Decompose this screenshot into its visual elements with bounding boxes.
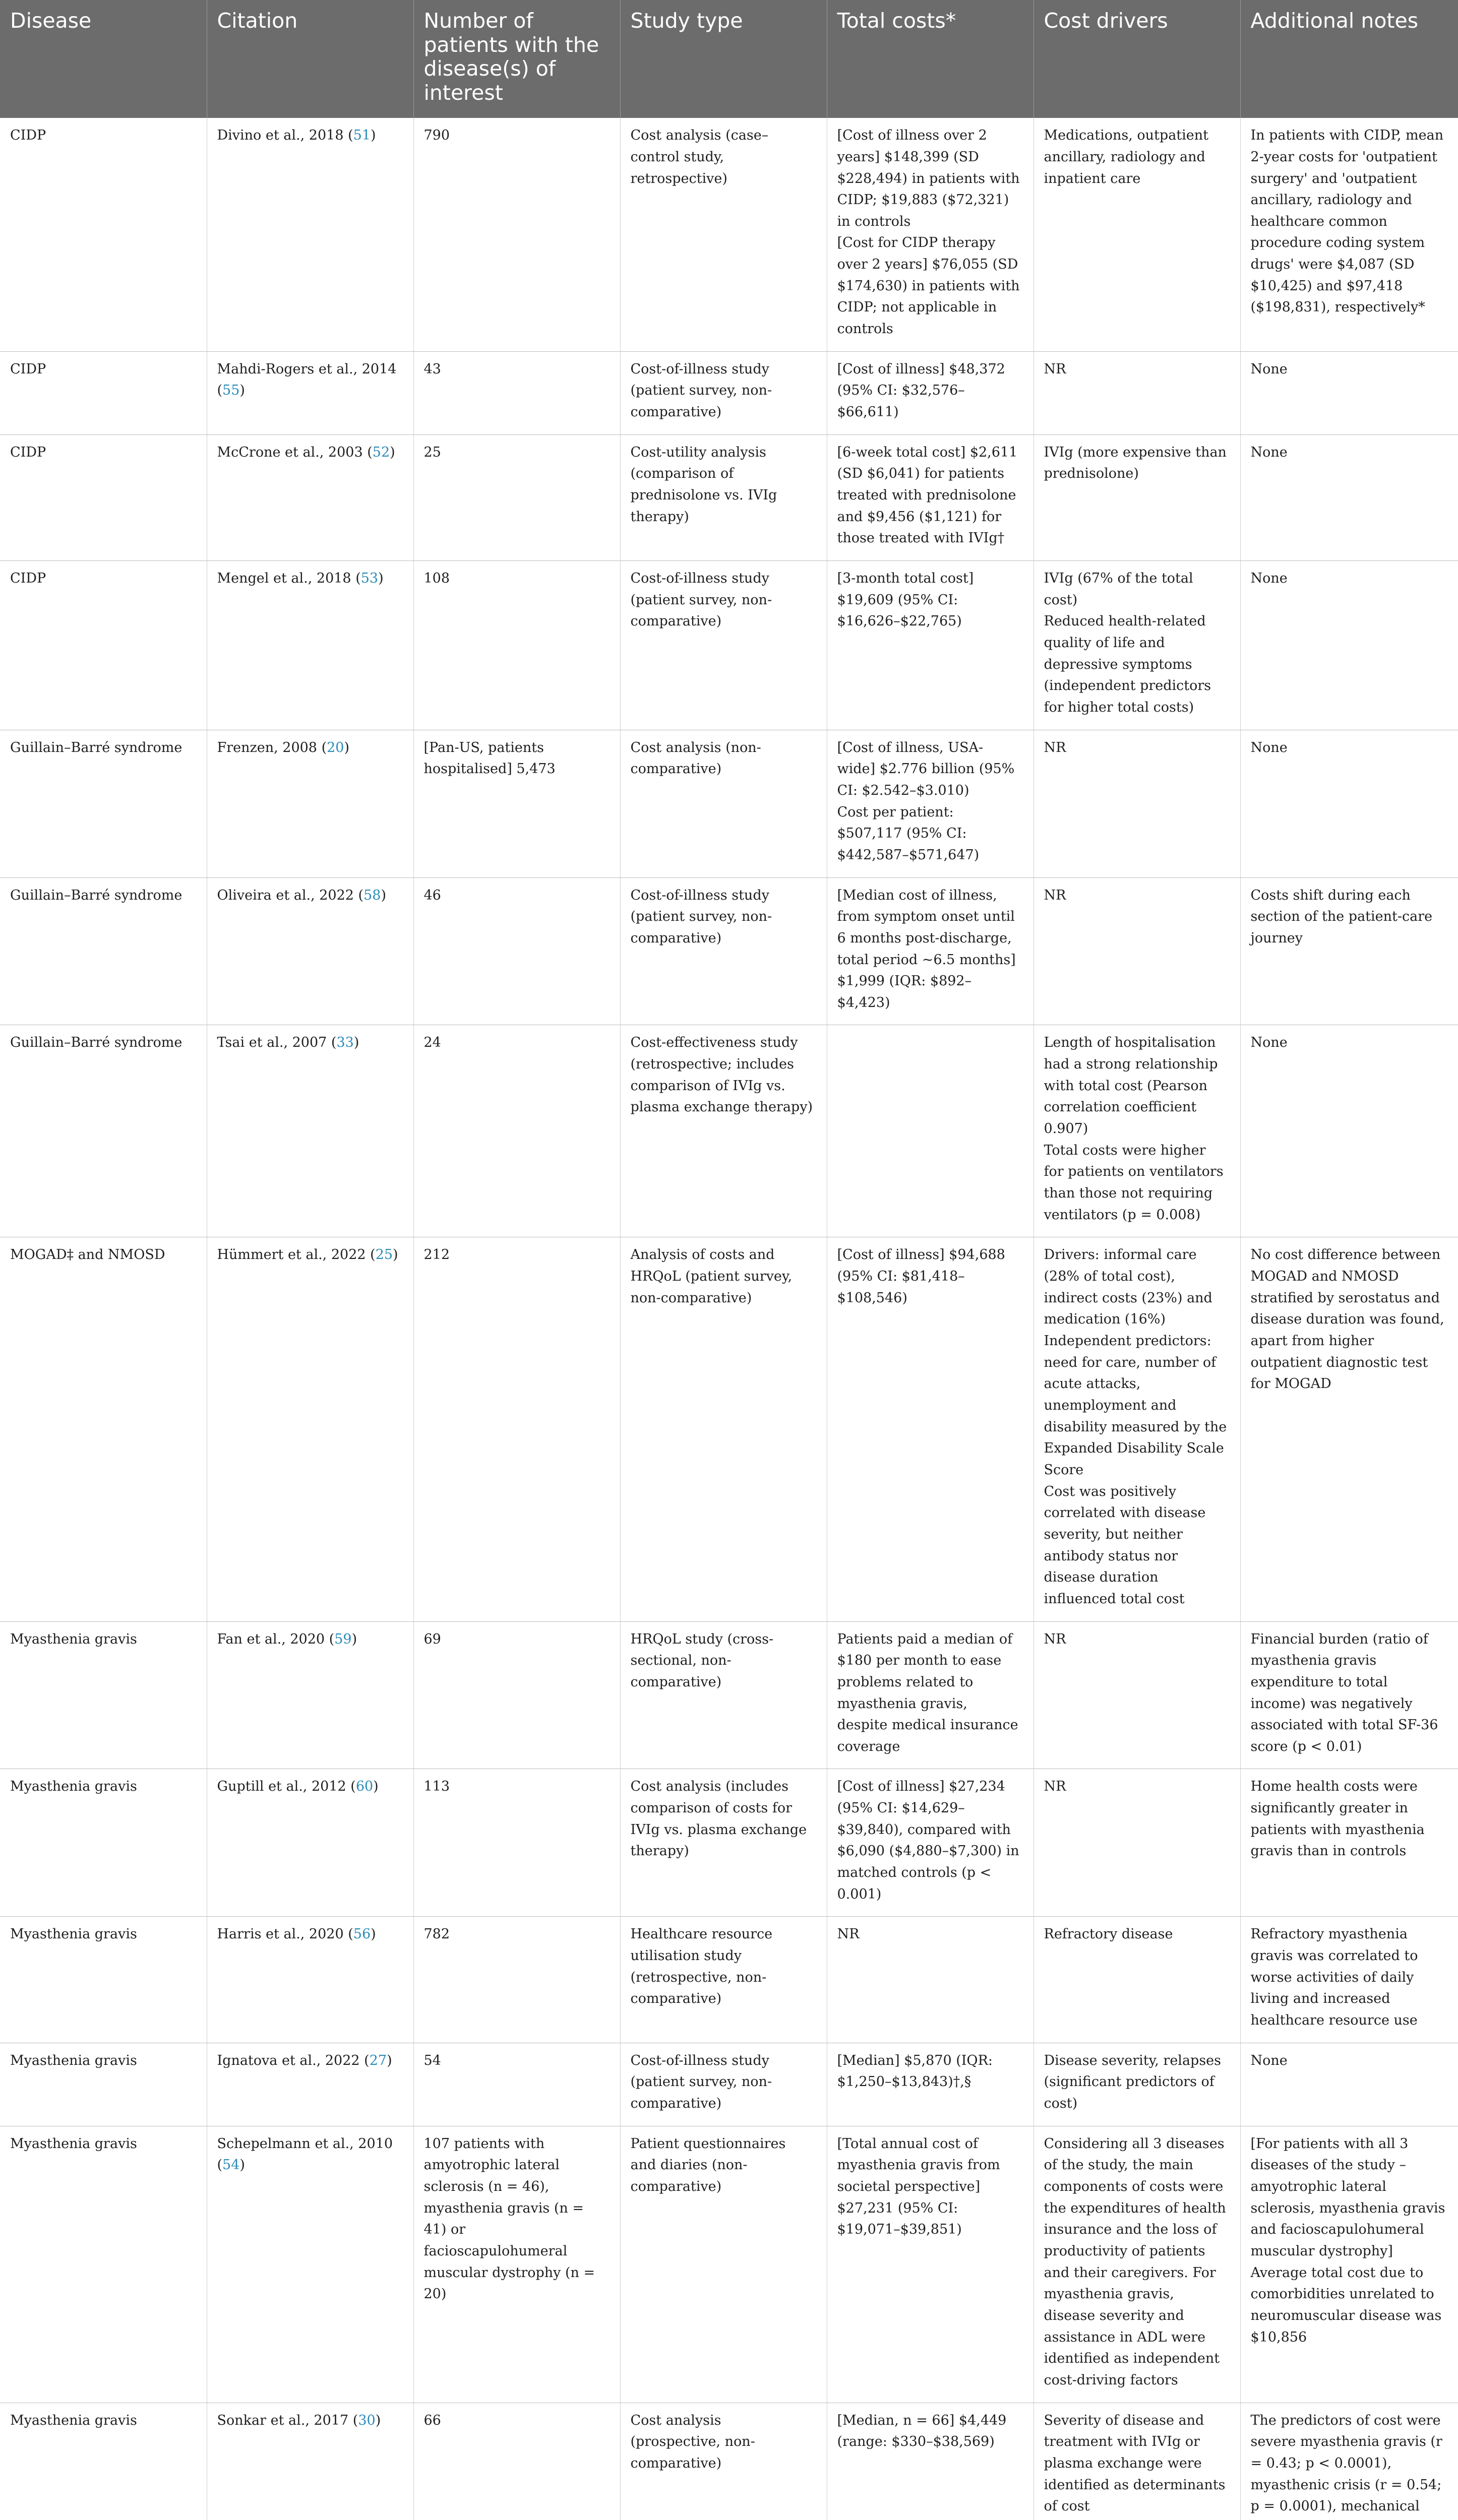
disease-cell: [0, 1621, 207, 1769]
patients-cell: [413, 2126, 620, 2403]
disease-cell: [0, 351, 207, 434]
total-costs-cell: [827, 351, 1034, 434]
citation-cell: Oliveira et al., 2022 (58): [207, 877, 413, 1025]
patients-cell: [413, 730, 620, 877]
study-type-text: Cost analysis (case–control study, retrospective): [630, 128, 769, 186]
citation-text: Hümmert et al., 2022: [217, 1247, 366, 1263]
additional-notes-cell: [1240, 877, 1458, 1025]
cost-drivers-text: IVIg (more expensive than prednisolone): [1044, 444, 1227, 482]
additional-notes-cell: [1240, 1769, 1458, 1917]
disease-text: Myasthenia gravis: [10, 2412, 137, 2428]
cost-drivers-cell: [1034, 730, 1240, 877]
total-costs-cell: [827, 1237, 1034, 1621]
total-costs-text: [Total annual cost of myasthenia gravis from societal perspective] $27,231 (95% CI: $19,071–$39,851): [837, 2135, 1000, 2238]
additional-notes-text: None: [1250, 2052, 1288, 2068]
patients-text: 25: [423, 444, 441, 460]
disease-cell: [0, 118, 207, 351]
additional-notes-cell: [1240, 1917, 1458, 2043]
citation-cell: McCrone et al., 2003 (52): [207, 434, 413, 560]
total-costs-cell: [827, 1917, 1034, 2043]
additional-notes-cell: [1240, 561, 1458, 730]
total-costs-text: [Median] $5,870 (IQR: $1,250–$13,843)†,§: [837, 2052, 993, 2090]
disease-cell: [0, 1025, 207, 1237]
study-type-cell: [620, 1769, 827, 1917]
patients-cell: [413, 2403, 620, 2520]
header-patients: Number of patients with the disease(s) of interest: [413, 0, 620, 118]
header-additional-notes: Additional notes: [1240, 0, 1458, 118]
total-costs-cell: [827, 1769, 1034, 1917]
table-row: [0, 730, 1458, 877]
reference-link[interactable]: 54: [222, 2157, 240, 2173]
citation-cell: Harris et al., 2020 (56): [207, 1917, 413, 2043]
reference-link[interactable]: 27: [369, 2052, 387, 2068]
table-body: [0, 118, 1458, 2520]
study-type-text: Cost analysis (includes comparison of costs for IVIg vs. plasma exchange therapy): [630, 1779, 807, 1859]
study-type-cell: [620, 561, 827, 730]
patients-text: 24: [423, 1035, 441, 1051]
additional-notes-cell: [1240, 2043, 1458, 2126]
study-type-cell: [620, 2043, 827, 2126]
citation-text: Oliveira et al., 2022: [217, 887, 354, 903]
additional-notes-text: [For patients with all 3 diseases of the study – amyotrophic lateral sclerosis, myasthenia gravis and facioscapulohumeral muscular dystrophy] Average total cost due to comorbidities unrelated to neuromuscular disease was $10,856: [1250, 2135, 1445, 2345]
total-costs-text: [Cost of illness] $94,688 (95% CI: $81,418–$108,546): [837, 1247, 1005, 1306]
additional-notes-cell: [1240, 1025, 1458, 1237]
study-type-text: Analysis of costs and HRQoL (patient survey, non-comparative): [630, 1247, 793, 1306]
total-costs-cell: [827, 2043, 1034, 2126]
additional-notes-cell: [1240, 1237, 1458, 1621]
patients-cell: [413, 118, 620, 351]
total-costs-text: [Median cost of illness, from symptom onset until 6 months post-discharge, total period ~6.5 months] $1,999 (IQR: $892–$4,423): [837, 887, 1016, 1011]
disease-cell: [0, 877, 207, 1025]
additional-notes-cell: [1240, 2403, 1458, 2520]
header-total-costs: Total costs*: [827, 0, 1034, 118]
reference-link[interactable]: 20: [327, 739, 344, 755]
total-costs-cell: [827, 561, 1034, 730]
cost-drivers-cell: [1034, 2126, 1240, 2403]
additional-notes-text: None: [1250, 444, 1288, 460]
total-costs-text: [Cost of illness] $27,234 (95% CI: $14,629–$39,840), compared with $6,090 ($4,880–$7,300) in matched controls (p < 0.001): [837, 1779, 1019, 1902]
additional-notes-text: The predictors of cost were severe myasthenia gravis (r = 0.43; p < 0.0001), myasthenic crisis (r = 0.54; p = 0.0001), mechanical: [1250, 2412, 1442, 2514]
study-type-cell: [620, 351, 827, 434]
study-type-text: Cost analysis (non-comparative): [630, 739, 761, 777]
table-row: [0, 1025, 1458, 1237]
header-disease: Disease: [0, 0, 207, 118]
disease-text: CIDP: [10, 128, 46, 144]
citation-cell: Frenzen, 2008 (20): [207, 730, 413, 877]
study-type-text: Cost-of-illness study (patient survey, non-comparative): [630, 361, 772, 420]
study-type-text: Cost-effectiveness study (retrospective; includes comparison of IVIg vs. plasma exchange therapy): [630, 1035, 813, 1115]
total-costs-text: [3-month total cost] $19,609 (95% CI: $16,626–$22,765): [837, 571, 974, 629]
cost-drivers-text: NR: [1044, 361, 1066, 377]
disease-text: Guillain–Barré syndrome: [10, 887, 183, 903]
reference-link[interactable]: 52: [372, 444, 390, 460]
patients-cell: [413, 351, 620, 434]
table-row: [0, 2403, 1458, 2520]
table-row: [0, 2126, 1458, 2403]
citation-cell: Schepelmann et al., 2010 (54): [207, 2126, 413, 2403]
cost-drivers-text: Refractory disease: [1044, 1926, 1173, 1942]
reference-link[interactable]: 58: [363, 887, 381, 903]
patients-text: 113: [423, 1779, 450, 1795]
total-costs-cell: [827, 2403, 1034, 2520]
cost-drivers-cell: [1034, 434, 1240, 560]
patients-cell: [413, 1237, 620, 1621]
study-type-cell: [620, 2403, 827, 2520]
total-costs-cell: [827, 1621, 1034, 1769]
additional-notes-text: None: [1250, 361, 1288, 377]
total-costs-cell: [827, 1025, 1034, 1237]
citation-cell: Mahdi-Rogers et al., 2014 (55): [207, 351, 413, 434]
study-type-cell: [620, 1917, 827, 2043]
patients-text: 66: [423, 2412, 441, 2428]
cost-drivers-cell: [1034, 1769, 1240, 1917]
additional-notes-text: None: [1250, 739, 1288, 755]
additional-notes-cell: [1240, 434, 1458, 560]
study-type-cell: [620, 730, 827, 877]
reference-link[interactable]: 60: [355, 1779, 374, 1795]
cost-drivers-cell: [1034, 1237, 1240, 1621]
reference-link[interactable]: 51: [353, 128, 371, 144]
citation-text: Mahdi-Rogers et al., 2014: [217, 361, 397, 377]
citation-text: Sonkar et al., 2017: [217, 2412, 349, 2428]
citation-cell: Tsai et al., 2007 (33): [207, 1025, 413, 1237]
additional-notes-text: Home health costs were significantly greater in patients with myasthenia gravis than in controls: [1250, 1779, 1425, 1859]
cost-drivers-text: IVIg (67% of the total cost) Reduced health-related quality of life and depressive symptoms (independent predictors for higher total costs): [1044, 571, 1211, 715]
cost-drivers-text: Medications, outpatient ancillary, radiology and inpatient care: [1044, 128, 1208, 186]
table-row: [0, 2043, 1458, 2126]
disease-text: CIDP: [10, 361, 46, 377]
cost-drivers-cell: [1034, 2403, 1240, 2520]
patients-cell: [413, 561, 620, 730]
patients-cell: [413, 1769, 620, 1917]
cost-drivers-cell: [1034, 561, 1240, 730]
header-cost-drivers: Cost drivers: [1034, 0, 1240, 118]
cost-drivers-text: Severity of disease and treatment with IVIg or plasma exchange were identified as determinants of cost: [1044, 2412, 1226, 2514]
disease-cell: [0, 1237, 207, 1621]
header-citation: Citation: [207, 0, 413, 118]
cost-drivers-text: Disease severity, relapses (significant predictors of cost): [1044, 2052, 1222, 2111]
total-costs-text: [Cost of illness, USA-wide] $2.776 billion (95% CI: $2.542–$3.010) Cost per patient: $507,117 (95% CI: $442,587–$571,647): [837, 739, 1015, 863]
cost-drivers-cell: [1034, 1917, 1240, 2043]
disease-text: Myasthenia gravis: [10, 2052, 137, 2068]
table-row: [0, 877, 1458, 1025]
total-costs-cell: [827, 730, 1034, 877]
additional-notes-text: In patients with CIDP, mean 2-year costs for 'outpatient surgery' and 'outpatient ancillary, radiology and healthcare common procedure coding system drugs' were $4,087 (SD $10,425) and $97,418 ($198,831), respectively*: [1250, 128, 1444, 316]
reference-link[interactable]: 30: [358, 2412, 376, 2428]
total-costs-text: [6-week total cost] $2,611 (SD $6,041) for patients treated with prednisolone and $9,456 ($1,121) for those treated with IVIg†: [837, 444, 1018, 546]
total-costs-text: Patients paid a median of $180 per month to ease problems related to myasthenia gravis, despite medical insurance coverage: [837, 1631, 1018, 1754]
patients-text: 69: [423, 1631, 441, 1647]
disease-text: Myasthenia gravis: [10, 1779, 137, 1795]
study-type-text: Cost-of-illness study (patient survey, non-comparative): [630, 571, 772, 629]
citation-cell: Ignatova et al., 2022 (27): [207, 2043, 413, 2126]
citation-text: Schepelmann et al., 2010: [217, 2135, 393, 2152]
study-type-cell: [620, 877, 827, 1025]
patients-text: 43: [423, 361, 441, 377]
additional-notes-text: Refractory myasthenia gravis was correlated to worse activities of daily living and increased healthcare resource use: [1250, 1926, 1418, 2029]
study-type-cell: [620, 1025, 827, 1237]
disease-cell: [0, 1917, 207, 2043]
reference-link[interactable]: 56: [353, 1926, 371, 1942]
patients-cell: [413, 2043, 620, 2126]
patients-cell: [413, 1621, 620, 1769]
additional-notes-text: None: [1250, 571, 1288, 586]
disease-cell: [0, 561, 207, 730]
patients-cell: [413, 434, 620, 560]
patients-cell: [413, 877, 620, 1025]
disease-text: CIDP: [10, 444, 46, 460]
table-header: [0, 0, 1458, 118]
disease-cell: [0, 2126, 207, 2403]
total-costs-cell: [827, 434, 1034, 560]
study-type-cell: [620, 1621, 827, 1769]
table-row: [0, 1769, 1458, 1917]
study-type-cell: [620, 1237, 827, 1621]
study-type-text: Cost-of-illness study (patient survey, non-comparative): [630, 887, 772, 946]
table-row: [0, 561, 1458, 730]
disease-text: CIDP: [10, 571, 46, 586]
patients-text: 108: [423, 571, 450, 586]
disease-cell: [0, 730, 207, 877]
reference-link[interactable]: 25: [375, 1247, 393, 1263]
reference-link[interactable]: 53: [360, 571, 379, 586]
additional-notes-text: Financial burden (ratio of myasthenia gravis expenditure to total income) was negatively associated with total SF-36 score (p < 0.01): [1250, 1631, 1438, 1754]
additional-notes-text: None: [1250, 1035, 1288, 1051]
patients-cell: [413, 1917, 620, 2043]
citation-text: McCrone et al., 2003: [217, 444, 363, 460]
disease-text: Guillain–Barré syndrome: [10, 1035, 183, 1051]
study-type-text: HRQoL study (cross-sectional, non-comparative): [630, 1631, 774, 1690]
study-type-text: Patient questionnaires and diaries (non-comparative): [630, 2135, 786, 2194]
cost-drivers-text: NR: [1044, 887, 1066, 903]
citation-text: Frenzen, 2008: [217, 739, 317, 755]
additional-notes-text: No cost difference between MOGAD and NMOSD stratified by serostatus and disease duration was found, apart from higher outpatient diagnostic test for MOGAD: [1250, 1247, 1444, 1392]
patients-cell: [413, 1025, 620, 1237]
reference-link[interactable]: 33: [336, 1035, 354, 1051]
cost-drivers-text: Drivers: informal care (28% of total cost), indirect costs (23%) and medication (16%) Independent predictors: need for care, number of acute attacks, unemployment and disability measured by the Expanded Disability Scale Score Cost was positively correlated with disease severity, but neither antibody status nor disease duration influenced total cost: [1044, 1247, 1227, 1607]
additional-notes-cell: [1240, 118, 1458, 351]
disease-cell: [0, 2043, 207, 2126]
patients-text: 782: [423, 1926, 450, 1942]
reference-link[interactable]: 55: [222, 383, 240, 399]
cost-drivers-text: Length of hospitalisation had a strong relationship with total cost (Pearson correlation coefficient 0.907) Total costs were higher for patients on ventilators than those not requiring ventilators (p = 0.008): [1044, 1035, 1224, 1223]
additional-notes-text: Costs shift during each section of the patient-care journey: [1250, 887, 1433, 946]
study-type-text: Cost-utility analysis (comparison of prednisolone vs. IVIg therapy): [630, 444, 777, 525]
citation-cell: Guptill et al., 2012 (60): [207, 1769, 413, 1917]
patients-text: 54: [423, 2052, 441, 2068]
cost-drivers-text: Considering all 3 diseases of the study, the main components of costs were the expenditures of health insurance and the loss of productivity of patients and their caregivers. For myasthenia gravis, disease severity and assistance in ADL were identified as independent cost-driving factors: [1044, 2135, 1226, 2388]
cost-drivers-cell: [1034, 2043, 1240, 2126]
study-type-text: Cost-of-illness study (patient survey, non-comparative): [630, 2052, 772, 2111]
patients-text: 790: [423, 128, 450, 144]
cost-drivers-cell: [1034, 1621, 1240, 1769]
citation-text: Tsai et al., 2007: [217, 1035, 327, 1051]
patients-text: 46: [423, 887, 441, 903]
cost-drivers-text: NR: [1044, 739, 1066, 755]
additional-notes-cell: [1240, 730, 1458, 877]
disease-text: Guillain–Barré syndrome: [10, 739, 183, 755]
total-costs-text: [Cost of illness] $48,372 (95% CI: $32,576–$66,611): [837, 361, 1005, 420]
disease-text: Myasthenia gravis: [10, 1631, 137, 1647]
total-costs-text: [Cost of illness over 2 years] $148,399 (SD $228,494) in patients with CIDP; $19,883 ($72,321) in controls [Cost for CIDP therapy over 2 years] $76,055 (SD $174,630) in patients with CIDP; not applicable in controls: [837, 128, 1020, 337]
table-row: [0, 1237, 1458, 1621]
citation-text: Mengel et al., 2018: [217, 571, 351, 586]
cost-drivers-text: NR: [1044, 1631, 1066, 1647]
study-type-cell: [620, 2126, 827, 2403]
cost-drivers-cell: [1034, 877, 1240, 1025]
total-costs-cell: [827, 118, 1034, 351]
table-row: [0, 434, 1458, 560]
patients-text: [Pan-US, patients hospitalised] 5,473: [423, 739, 556, 777]
additional-notes-cell: [1240, 2126, 1458, 2403]
study-type-text: Cost analysis (prospective, non-comparative): [630, 2412, 755, 2471]
additional-notes-cell: [1240, 1621, 1458, 1769]
disease-cell: [0, 2403, 207, 2520]
total-costs-cell: [827, 2126, 1034, 2403]
citation-cell: Fan et al., 2020 (59): [207, 1621, 413, 1769]
citation-text: Ignatova et al., 2022: [217, 2052, 360, 2068]
study-type-cell: [620, 118, 827, 351]
total-costs-text: [Median, n = 66] $4,449 (range: $330–$38,569): [837, 2412, 1007, 2450]
citation-text: Guptill et al., 2012: [217, 1779, 346, 1795]
patients-text: 107 patients with amyotrophic lateral sclerosis (n = 46), myasthenia gravis (n = 41) or facioscapulohumeral muscular dystrophy (n = 20): [423, 2135, 595, 2302]
cost-drivers-text: NR: [1044, 1779, 1066, 1795]
table-row: [0, 1917, 1458, 2043]
study-type-cell: [620, 434, 827, 560]
cost-drivers-cell: [1034, 351, 1240, 434]
additional-notes-cell: [1240, 351, 1458, 434]
total-costs-text: NR: [837, 1926, 860, 1942]
citation-text: Harris et al., 2020: [217, 1926, 344, 1942]
total-costs-cell: [827, 877, 1034, 1025]
disease-cell: [0, 1769, 207, 1917]
citation-cell: Divino et al., 2018 (51): [207, 118, 413, 351]
disease-text: Myasthenia gravis: [10, 1926, 137, 1942]
disease-text: Myasthenia gravis: [10, 2135, 137, 2152]
reference-link[interactable]: 59: [334, 1631, 352, 1647]
cost-drivers-cell: [1034, 118, 1240, 351]
citation-text: Divino et al., 2018: [217, 128, 344, 144]
patients-text: 212: [423, 1247, 450, 1263]
study-type-text: Healthcare resource utilisation study (retrospective, non-comparative): [630, 1926, 773, 2007]
table-row: [0, 351, 1458, 434]
citation-cell: Mengel et al., 2018 (53): [207, 561, 413, 730]
cost-drivers-cell: [1034, 1025, 1240, 1237]
table-row: [0, 1621, 1458, 1769]
table-row: [0, 118, 1458, 351]
citation-text: Fan et al., 2020: [217, 1631, 325, 1647]
citation-cell: Hümmert et al., 2022 (25): [207, 1237, 413, 1621]
citation-cell: Sonkar et al., 2017 (30): [207, 2403, 413, 2520]
disease-text: MOGAD‡ and NMOSD: [10, 1247, 165, 1263]
disease-cell: [0, 434, 207, 560]
header-study-type: Study type: [620, 0, 827, 118]
header-row: [0, 0, 1458, 118]
